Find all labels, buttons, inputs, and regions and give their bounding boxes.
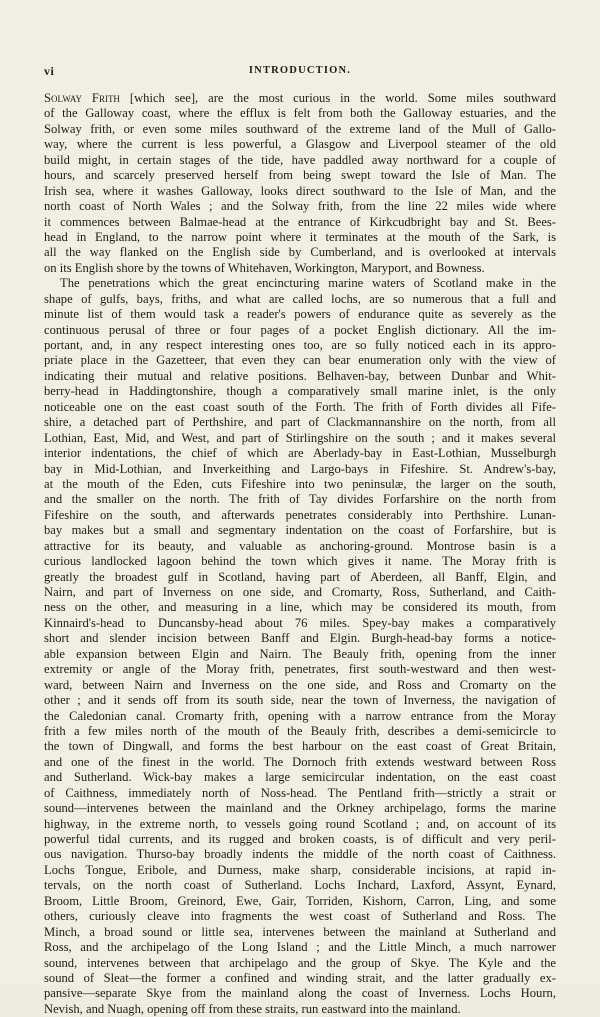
page-header	[0, 64, 600, 82]
text-line: other ; and it sends off from its south side, near the town of Inverness, the navigation of	[44, 693, 556, 708]
text-line: all the way flanked on the English side by Cumberland, and is overlooked at intervals	[44, 245, 556, 260]
text-line: hours, and scarcely preserved herself from being swept toward the Isle of Man. The	[44, 168, 556, 183]
text-line: Ross, and the archipelago of the Long Island ; and the Little Minch, a much narrower	[44, 940, 556, 955]
text-line: and Sutherland. Wick-bay makes a large semicircular indentation, on the east coast	[44, 770, 556, 785]
text-line: highway, in the extreme north, to vessels going round Scotland ; and, on account of its	[44, 816, 556, 831]
paragraph	[44, 91, 556, 276]
text-line: attractive for its beauty, and valuable as anchoring-ground. Montrose basin is a	[44, 538, 556, 553]
text-line: it commences between Balmae-head at the entrance of Kirkcudbright bay and St. Bees-	[44, 214, 556, 229]
text-line: way, where the current is less powerful, a Glasgow and Liverpool steamer of the old	[44, 137, 556, 152]
text-line: minute list of them would task a reader's powers of endurance quite as severely as the	[44, 307, 556, 322]
text-line: the Caledonian canal. Cromarty frith, opening with a narrow entrance from the Moray	[44, 708, 556, 723]
running-title: INTRODUCTION.	[248, 65, 352, 76]
text-line: Minch, a broad sound or little sea, intervenes between the mainland at Sutherland and	[44, 924, 556, 939]
text-line: berry-head in Haddingtonshire, though a comparatively small marine inlet, is the only	[44, 384, 556, 399]
text-line: bay in Mid-Lothian, and Inverkeithing and Largo-bays in Fifeshire. St. Andrew's-bay,	[44, 461, 556, 476]
text-line: head in England, to the narrow point where it terminates at the mouth of the Sark, is	[44, 229, 556, 244]
text-line: sound, intervenes between that archipelago and the group of Skye. The Kyle and the	[44, 955, 556, 970]
text-line: Nairn, and part of Inverness on one side, and Cromarty, Ross, Sutherland, and Caith-	[44, 585, 556, 599]
text-line: pansive—separate Skye from the mainland along the coast of Inverness. Lochs Hourn,	[44, 986, 556, 1001]
text-line: Broom, Little Broom, Greinord, Ewe, Gair, Torriden, Kishorn, Carron, Ling, and some	[44, 893, 556, 908]
text-line: tervals, on the north coast of Sutherland. Lochs Inchard, Laxford, Assynt, Eynard,	[44, 878, 556, 893]
text-line: noticeable one on the east coast south of the Forth. The frith of Forth divides all Fife-	[44, 399, 556, 414]
text-line: shape of gulfs, bays, friths, and what are called lochs, are so numerous that a full and	[44, 291, 556, 306]
text-line: greatly the broadest gulf in Scotland, having part of Aberdeen, all Banff, Elgin, and	[44, 569, 556, 584]
text-line: frith a few miles north of the mouth of the Beauly frith, describes a demi-semicircle to	[44, 723, 556, 738]
body-text	[44, 91, 556, 1017]
text-line: Kinnaird's-head to Duncansby-head about 76 miles. Spey-bay makes a comparatively	[44, 615, 556, 630]
text-line: The penetrations which the great encincturing marine waters of Scotland make in the	[60, 276, 556, 291]
text-line: on its English shore by the towns of Whitehaven, Workington, Maryport, and Bowness.	[44, 260, 485, 275]
text-line: sound of Sleat—the former a confined and winding strait, and the latter gradually ex-	[44, 970, 556, 985]
text-line: Solway frith, or even some miles southward of the extreme land of the Mull of Gallo-	[44, 121, 556, 136]
text-line: the town of Dingwall, and forms the best harbour on the east coast of Great Britain,	[44, 739, 556, 754]
text-line: indicating their mutual and relative positions. Belhaven-bay, between Dunbar and Whit-	[44, 368, 556, 383]
text-line: build might, in certain stages of the tide, have paddled away northward for a couple of	[44, 152, 556, 167]
text-line: of the Galloway coast, where the efflux is felt from both the Galloway estuaries, and the	[44, 106, 556, 121]
text-line: ward, between Nairn and Inverness on the one side, and Ross and Cromarty on the	[44, 677, 556, 692]
text-line: able expansion between Elgin and Nairn. The Beauly frith, opening from the inner	[44, 646, 556, 661]
text-line: Nevish, and Nuagh, opening off from these straits, run eastward into the mainland.	[44, 1001, 461, 1016]
text-line: priate place in the Gazetteer, that even they can bear enumeration only with the view of	[44, 353, 556, 368]
text-line: of Caithness, immediately north of Noss-head. The Pentland frith—strictly a strait or	[44, 785, 556, 800]
text-line: and the smaller on the north. The frith of Tay divides Forfarshire on the north from	[44, 492, 556, 507]
text-line: north coast of North Wales ; and the Solway frith, from the line 22 miles wide where	[44, 199, 556, 214]
text-line: Solway Frith [which see], are the most curious in the world. Some miles southward	[44, 91, 556, 105]
text-line: portant, and, in any respect interesting ones too, are so fully noticed each in its appro-	[44, 338, 556, 352]
text-line: shire, a detached part of Perthshire, and part of Clackmannanshire on the north, from all	[44, 415, 556, 430]
text-line: Irish sea, where it washes Galloway, looks direct southward to the Isle of Man, and the	[44, 183, 556, 198]
text-line: and one of the finest in the world. The Dornoch frith extends westward between Ross	[44, 754, 556, 769]
text-line: ous navigation. Thurso-bay broadly indents the middle of the north coast of Caithness.	[44, 847, 556, 862]
page-number: vi	[44, 64, 55, 78]
text-line: Lochs Tongue, Eribole, and Durness, make sharp, considerable incisions, at rapid in-	[44, 862, 556, 877]
text-line: extremity or angle of the Moray frith, penetrates, first south-westward and then west-	[44, 662, 556, 677]
text-line: Fifeshire on the south, and afterwards penetrates considerably into Perthshire. Lunan-	[44, 507, 556, 522]
text-line: others, curiously cleave into fragments the west coast of Sutherland and Ross. The	[44, 909, 556, 924]
text-line: short and slender incision between Banff and Elgin. Burgh-head-bay forms a notice-	[44, 631, 556, 646]
paragraph	[44, 276, 556, 1017]
text-line: continuous perusal of three or four pages of a pocket English dictionary. All the im-	[44, 322, 556, 337]
text-line: at the mouth of the Eden, cuts Fifeshire into two peninsulæ, the larger on the south,	[44, 476, 556, 491]
text-line: bay makes but a small and segmentary indentation on the coast of Forfarshire, but is	[44, 523, 556, 538]
text-line: ness on the other, and measuring in a line, which may be considered its mouth, from	[44, 600, 556, 615]
text-line: powerful tidal currents, and its rugged and broken coasts, is of difficult and very peril-	[44, 832, 556, 846]
text-line: curious landlocked lagoon behind the town which gives it name. The Moray frith is	[44, 554, 556, 569]
text-line: sound—intervenes between the mainland and the Orkney archipelago, forms the marine	[44, 801, 556, 816]
text-line: interior indentations, the chief of which are Aberlady-bay in East-Lothian, Musselburgh	[44, 446, 556, 461]
text-line: Lothian, East, Mid, and West, and part of Stirlingshire on the south ; and it makes several	[44, 430, 556, 445]
